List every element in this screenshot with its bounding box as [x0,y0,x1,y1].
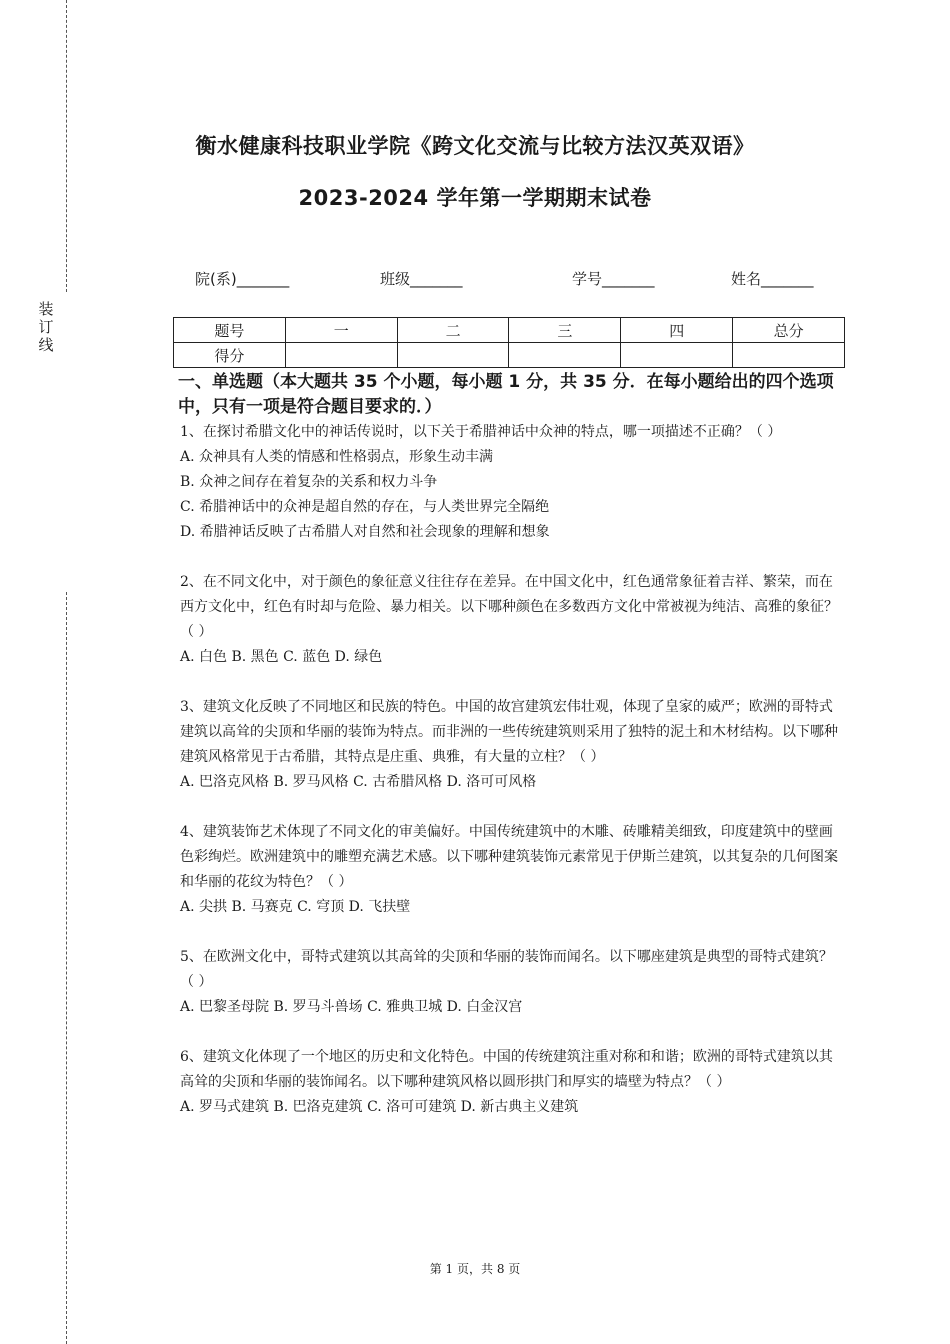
question-options: A. 白色 B. 黑色 C. 蓝色 D. 绿色 [180,649,383,665]
question-option: D. 希腊神话反映了古希腊人对自然和社会现象的理解和想象 [180,524,550,540]
score-table-cell: 得分 [174,343,286,368]
score-table-cell: 四 [621,318,733,343]
question-options: A. 巴黎圣母院 B. 罗马斗兽场 C. 雅典卫城 D. 白金汉宫 [180,999,523,1015]
score-table-cell: 二 [397,318,509,343]
score-input-cell[interactable] [509,343,621,368]
question-stem: 2、在不同文化中，对于颜色的象征意义往往存在差异。在中国文化中，红色通常象征着吉祥、繁荣，而在西方文化中，红色有时却与危险、暴力相关。以下哪种颜色在多数西方文化中常被视为纯洁、高雅的象征？（ ） [180,574,838,640]
score-table [173,317,845,368]
score-input-cell[interactable] [733,343,845,368]
question-item [180,1045,840,1120]
student-id-field[interactable]: 学号_______ [572,270,655,288]
exam-title-line1: 衡水健康科技职业学院《跨文化交流与比较方法汉英双语》 [195,134,755,158]
question-option: B. 众神之间存在着复杂的关系和权力斗争 [180,474,438,490]
score-table-header-row [174,318,845,343]
department-field[interactable]: 院(系)_______ [195,270,290,288]
question-stem: 4、建筑装饰艺术体现了不同文化的审美偏好。中国传统建筑中的木雕、砖雕精美细致，印度建筑中的壁画色彩绚烂。欧洲建筑中的雕塑充满艺术感。以下哪种建筑装饰元素常见于伊斯兰建筑，以其复杂的几何图案和华丽的花纹为特色？（ ） [180,824,838,890]
score-table-score-row [174,343,845,368]
score-input-cell[interactable] [397,343,509,368]
question-item [180,570,840,670]
question-option: A. 众神具有人类的情感和性格弱点，形象生动丰满 [180,449,494,465]
question-options: A. 罗马式建筑 B. 巴洛克建筑 C. 洛可可建筑 D. 新古典主义建筑 [180,1099,579,1115]
score-table-cell: 一 [285,318,397,343]
question-stem: 1、在探讨希腊文化中的神话传说时，以下关于希腊神话中众神的特点，哪一项描述不正确？（ ） [180,424,782,440]
binding-label: 装订线 [38,300,54,354]
question-options: A. 巴洛克风格 B. 罗马风格 C. 古希腊风格 D. 洛可可风格 [180,774,537,790]
score-table-cell: 题号 [174,318,286,343]
question-item [180,695,840,795]
exam-title-line2: 2023-2024 学年第一学期期末试卷 [298,186,652,210]
page-number: 第 1 页，共 8 页 [429,1262,521,1276]
question-item [180,420,840,545]
question-option: C. 希腊神话中的众神是超自然的存在，与人类世界完全隔绝 [180,499,550,515]
question-stem: 3、建筑文化反映了不同地区和民族的特色。中国的故宫建筑宏伟壮观，体现了皇家的威严；欧洲的哥特式建筑以高耸的尖顶和华丽的装饰为特点。而非洲的一些传统建筑则采用了独特的泥土和木材结构。以下哪种建筑风格常见于古希腊，其特点是庄重、典雅，有大量的立柱？（ ） [180,699,838,765]
question-stem: 6、建筑文化体现了一个地区的历史和文化特色。中国的传统建筑注重对称和和谐；欧洲的哥特式建筑以其高耸的尖顶和华丽的装饰闻名。以下哪种建筑风格以圆形拱门和厚实的墙壁为特点？（ ） [180,1049,833,1090]
score-table-cell: 三 [509,318,621,343]
score-table-cell: 总分 [733,318,845,343]
question-item [180,820,840,920]
section-title: 一、单选题（本大题共 35 个小题，每小题 1 分，共 35 分．在每小题给出的四个选项中，只有一项是符合题目要求的．） [178,372,834,417]
class-field[interactable]: 班级_______ [380,270,463,288]
name-field[interactable]: 姓名_______ [731,270,814,288]
score-input-cell[interactable] [621,343,733,368]
question-options: A. 尖拱 B. 马赛克 C. 穹顶 D. 飞扶壁 [180,899,411,915]
student-info-row [0,268,950,292]
score-input-cell[interactable] [285,343,397,368]
binding-dashed-line-bottom [66,592,67,1344]
question-stem: 5、在欧洲文化中，哥特式建筑以其高耸的尖顶和华丽的装饰而闻名。以下哪座建筑是典型的哥特式建筑？（ ） [180,949,833,990]
question-list [180,420,840,1145]
question-item [180,945,840,1020]
